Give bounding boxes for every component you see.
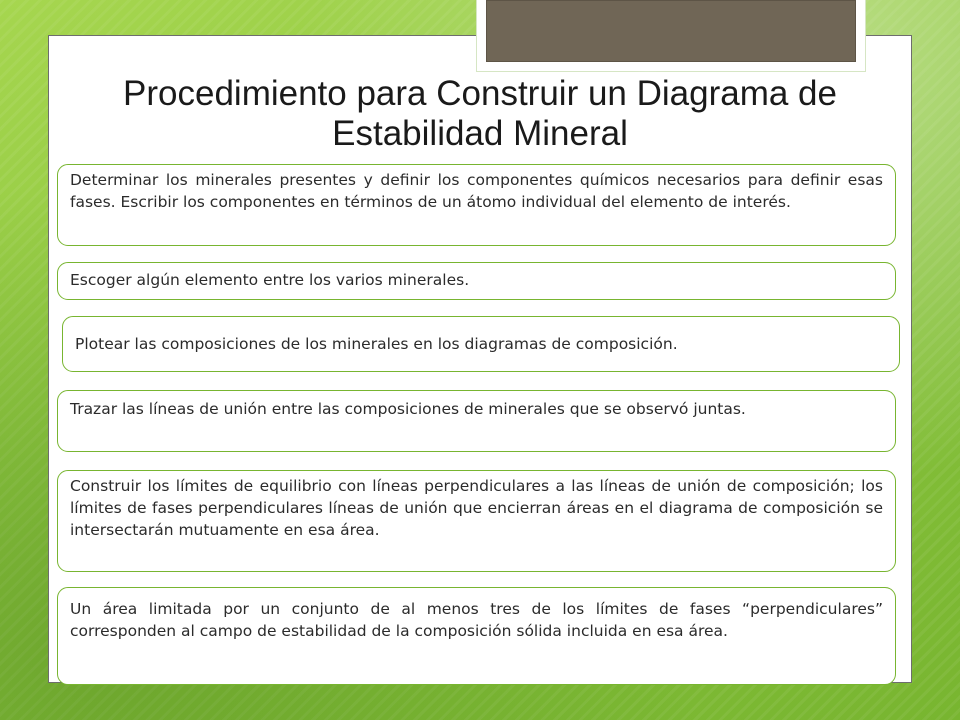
step-text-5: Construir los límites de equilibrio con líneas perpendiculares a las líneas de unión de composición; los límites de fases perpendiculares líneas de unión que encierran áreas en el diagrama de composición se intersectarán mutuamente en esa área.: [70, 477, 883, 539]
step-box-6: [57, 587, 896, 685]
step-box-3: [62, 316, 900, 372]
slide-title: Procedimiento para Construir un Diagrama de Estabilidad Mineral: [123, 74, 837, 153]
step-box-5: [57, 470, 896, 572]
decorative-tab: [476, 0, 866, 72]
step-text-1: Determinar los minerales presentes y definir los componentes químicos necesarios para definir esas fases. Escribir los componentes en términos de un átomo individual del elemento de interés.: [70, 171, 883, 211]
step-text-4: Trazar las líneas de unión entre las composiciones de minerales que se observó juntas.: [70, 400, 746, 418]
decorative-tab-fill: [486, 0, 856, 62]
step-text-6: Un área limitada por un conjunto de al menos tres de los límites de fases “perpendiculares” corresponden al campo de estabilidad de la composición sólida incluida en esa área.: [70, 600, 883, 640]
step-box-4: [57, 390, 896, 452]
step-text-3: Plotear las composiciones de los minerales en los diagramas de composición.: [75, 335, 678, 353]
step-text-2: Escoger algún elemento entre los varios minerales.: [70, 271, 470, 289]
step-box-2: [57, 262, 896, 300]
step-box-1: [57, 164, 896, 246]
